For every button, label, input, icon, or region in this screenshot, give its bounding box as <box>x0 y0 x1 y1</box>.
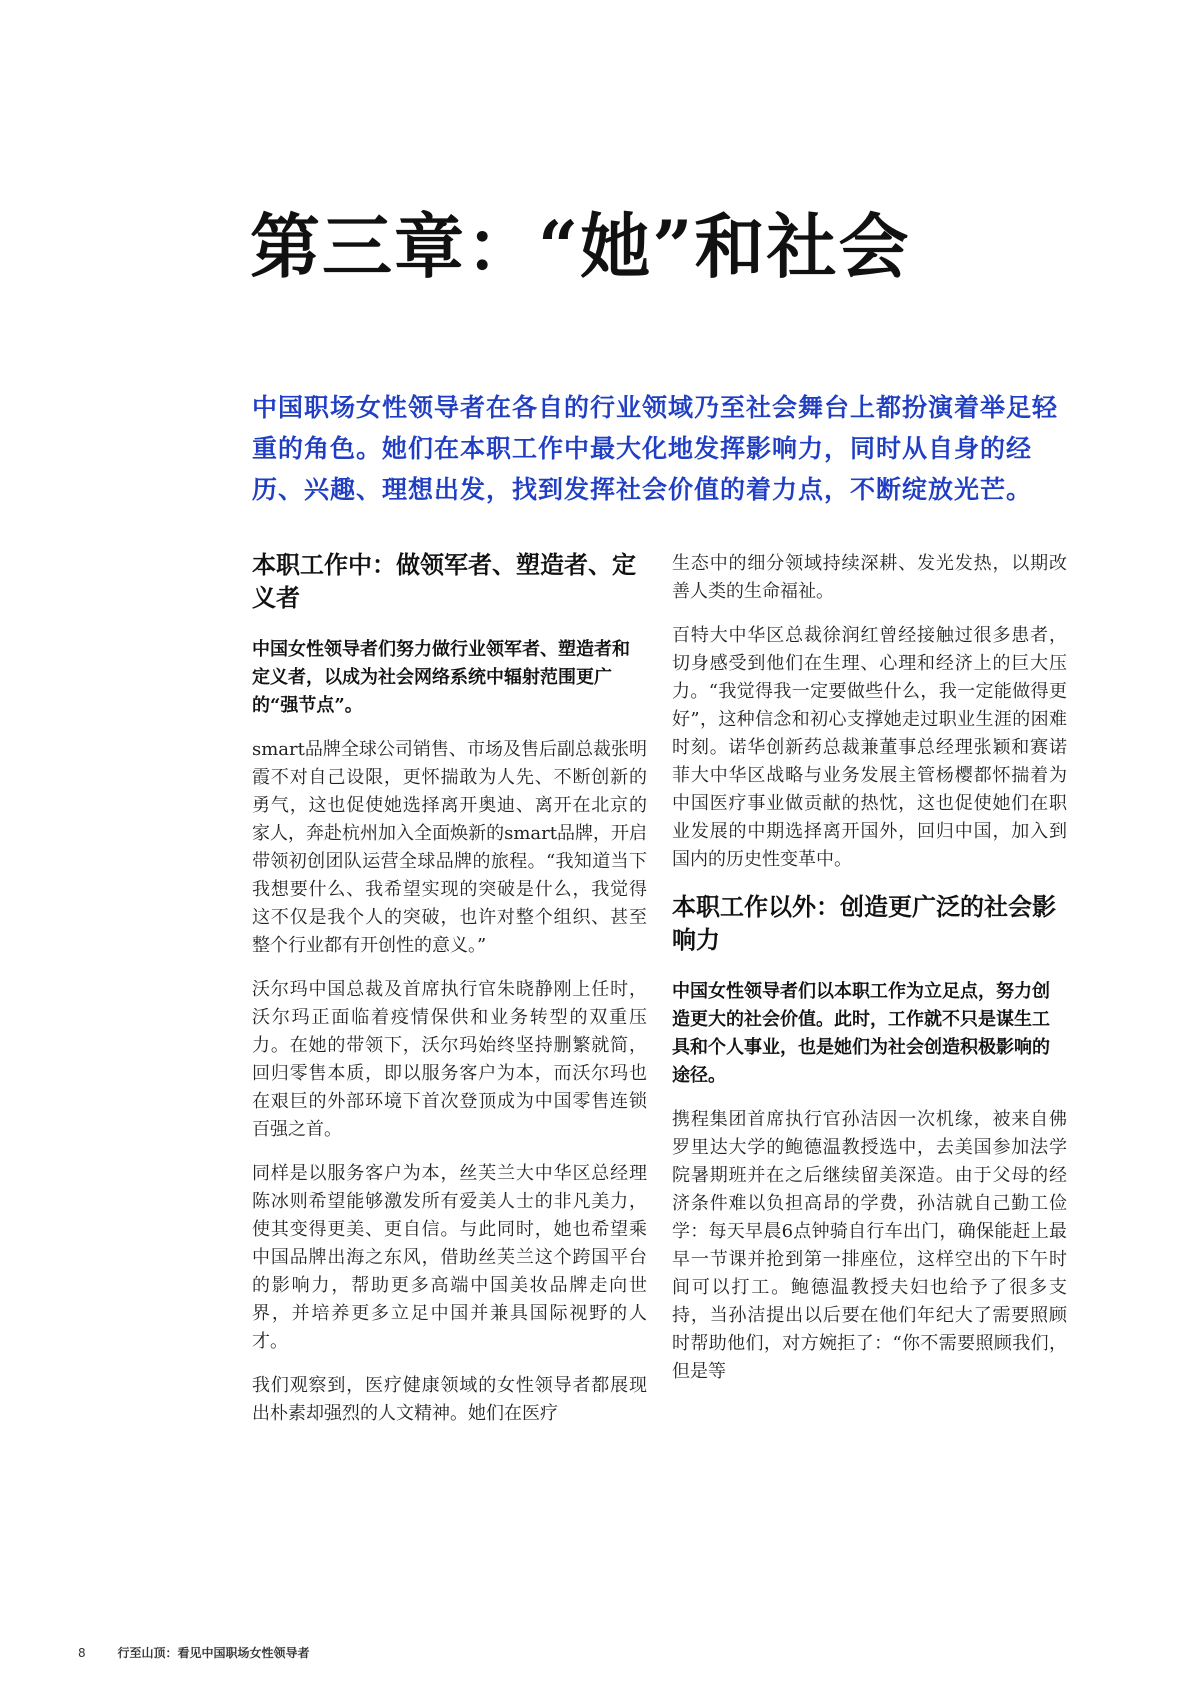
page-number: 8 <box>78 1646 86 1660</box>
page-footer <box>78 1644 309 1661</box>
section-heading-beyond-role: 本职工作以外：创造更广泛的社会影响力 <box>672 892 1056 954</box>
body-paragraph: 携程集团首席执行官孙洁因一次机缘，被来自佛罗里达大学的鲍德温教授选中，去美国参加法学院暑期班并在之后继续留美深造。由于父母的经济条件难以负担高昂的学费，孙洁就自己勤工俭学：每天早晨6点钟骑自行车出门，确保能赶上最早一节课并抢到第一排座位，这样空出的下午时间可以打工。鲍德温教授夫妇也给予了很多支持，当孙洁提出以后要在他们年纪大了需要照顾时帮助他们，对方婉拒了：“你不需要照顾我们，但是等 <box>672 1109 1067 1382</box>
body-paragraph: 我们观察到，医疗健康领域的女性领导者都展现出朴素却强烈的人文精神。她们在医疗 <box>252 1375 647 1424</box>
right-column <box>672 550 1067 1402</box>
body-paragraph: smart品牌全球公司销售、市场及售后副总裁张明霞不对自己设限，更怀揣敢为人先、不断创新的勇气，这也促使她选择离开奥迪、离开在北京的家人，奔赴杭州加入全面焕新的smart品牌，开启带领初创团队运营全球品牌的旅程。“我知道当下我想要什么、我希望实现的突破是什么，我觉得这不仅是我个人的突破，也许对整个组织、甚至整个行业都有开创性的意义。” <box>252 739 647 956</box>
lead-paragraph: 中国女性领导者们努力做行业领军者、塑造者和定义者，以成为社会网络系统中辐射范围更广的“强节点”。 <box>252 639 630 716</box>
body-paragraph: 同样是以服务客户为本，丝芙兰大中华区总经理陈冰则希望能够激发所有爱美人士的非凡美力，使其变得更美、更自信。与此同时，她也希望乘中国品牌出海之东风，借助丝芙兰这个跨国平台的影响力，帮助更多高端中国美妆品牌走向世界，并培养更多立足中国并兼具国际视野的人才。 <box>252 1163 647 1352</box>
left-column <box>252 548 647 1444</box>
section-heading-in-role: 本职工作中：做领军者、塑造者、定义者 <box>252 550 636 612</box>
publication-title: 行至山顶：看见中国职场女性领导者 <box>117 1646 310 1660</box>
chapter-title: 第三章：“她”和社会 <box>250 204 911 288</box>
body-paragraph: 沃尔玛中国总裁及首席执行官朱晓静刚上任时，沃尔玛正面临着疫情保供和业务转型的双重压力。在她的带领下，沃尔玛始终坚持删繁就简，回归零售本质，即以服务客户为本，而沃尔玛也在艰巨的外部环境下首次登顶成为中国零售连锁百强之首。 <box>252 979 647 1140</box>
lead-paragraph: 中国女性领导者们以本职工作为立足点，努力创造更大的社会价值。此时，工作就不只是谋生工具和个人事业，也是她们为社会创造积极影响的途径。 <box>672 981 1050 1086</box>
body-paragraph: 生态中的细分领域持续深耕、发光发热，以期改善人类的生命福祉。 <box>672 553 1067 602</box>
body-paragraph: 百特大中华区总裁徐润红曾经接触过很多患者，切身感受到他们在生理、心理和经济上的巨大压力。“我觉得我一定要做些什么，我一定能做得更好”，这种信念和初心支撑她走过职业生涯的困难时刻。诺华创新药总裁兼董事总经理张颖和赛诺菲大中华区战略与业务发展主管杨樱都怀揣着为中国医疗事业做贡献的热忱，这也促使她们在职业发展的中期选择离开国外，回归中国，加入到国内的历史性变革中。 <box>672 625 1067 870</box>
intro-paragraph: 中国职场女性领导者在各自的行业领域乃至社会舞台上都扮演着举足轻重的角色。她们在本职工作中最大化地发挥影响力，同时从自身的经历、兴趣、理想出发，找到发挥社会价值的着力点，不断绽放光芒。 <box>252 393 1059 504</box>
